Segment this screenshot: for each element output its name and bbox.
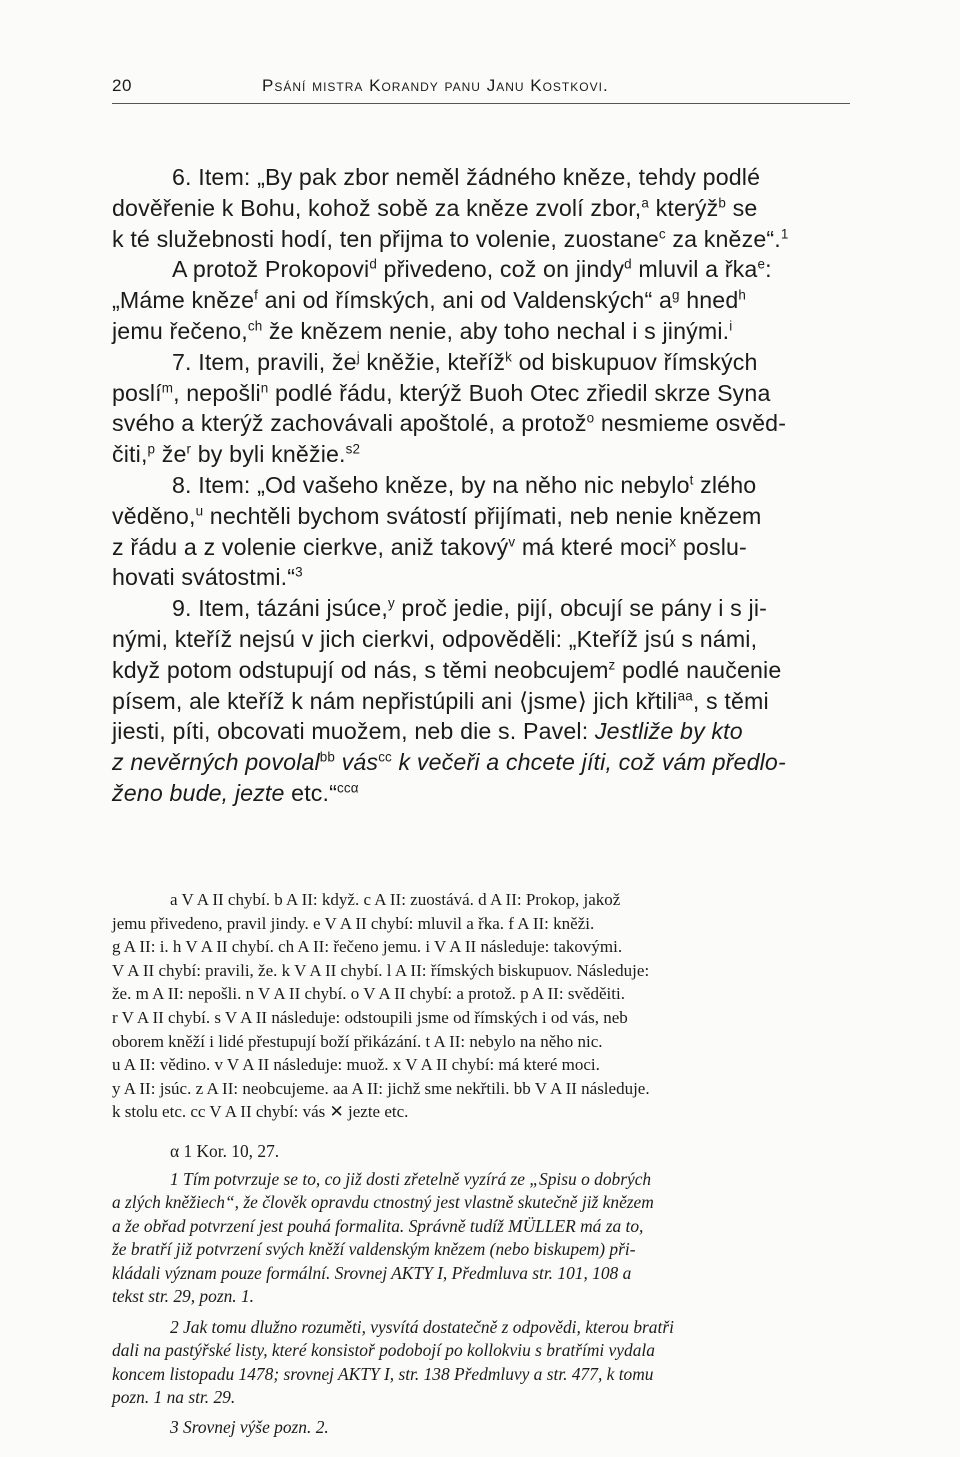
text-run: hned: [679, 287, 739, 314]
variant-mark: b: [718, 195, 726, 211]
text-line: [112, 624, 852, 655]
variant-mark: h: [738, 287, 747, 303]
text-run: nými, kteříž nejsú v jich cierkvi, odpověděli: „Kteříž jsú s námi,: [112, 625, 758, 652]
text-run: 8. Item: „Od vašeho kněze, by na něho nic nebylo: [172, 471, 690, 498]
text-line: [112, 193, 852, 224]
text-run: poslu-: [676, 533, 747, 560]
text-run: kněžie, kteříž: [359, 348, 506, 375]
text-run: zlého: [693, 471, 757, 498]
text-run: poslí: [112, 379, 162, 406]
text-run: přivedeno, což on jindy: [376, 256, 625, 283]
text-run: svého a kterýž zachovávali apoštolé, a protož: [112, 410, 587, 437]
variant-note-line: oborem kněží i lidé přestupují boží přikázání. t A II: nebylo na něho nic.: [112, 1031, 603, 1051]
variant-mark: bb: [319, 749, 336, 765]
text-line: [112, 254, 852, 285]
variant-mark: p: [147, 441, 156, 457]
footnote-2: [112, 1316, 852, 1410]
text-line: [112, 686, 852, 717]
variant-mark: t: [689, 472, 694, 488]
page-number: 20: [112, 76, 132, 95]
variant-mark: k: [505, 349, 513, 365]
footnote-line: 3 Srovnej výše pozn. 2.: [170, 1417, 329, 1437]
footnote-mark: 3: [295, 565, 303, 581]
footnote-line: a že obřad potvrzení jest pouhá formalita. Správně tudíž MÜLLER má za to,: [112, 1215, 644, 1236]
variant-mark: x: [669, 534, 677, 550]
text-run: že knězem nenie, aby toho nechal i s jinými.: [262, 317, 730, 344]
text-line: [112, 593, 852, 624]
variant-mark: i: [729, 318, 733, 334]
running-title: Psání mistra Korandy panu Janu Kostkovi.: [262, 76, 609, 95]
variant-mark: d: [369, 257, 377, 273]
quote-italic: z nevěrných povolal: [112, 749, 320, 776]
variant-note-line: g A II: i. h V A II chybí. ch A II: řečeno jemu. i V A II následuje: takovými.: [112, 937, 623, 957]
footnote-line: a zlých kněžiech“, že člověk opravdu ctnostný jest vlastně skutečně již knězem: [112, 1192, 654, 1213]
text-run: se: [725, 194, 758, 221]
text-line: [112, 378, 852, 409]
variant-mark: y: [387, 595, 395, 611]
variant-mark: f: [254, 287, 259, 303]
variant-note-line: r V A II chybí. s V A II následuje: odstoupili jsme od římských i od vás, neb: [112, 1007, 628, 1027]
variant-mark: ch: [247, 318, 263, 334]
text-run: 9. Item, tázáni jsúce,: [172, 595, 388, 622]
header-rule: [112, 103, 850, 104]
variant-notes: [112, 888, 852, 1124]
text-run: když potom odstupují od nás, s těmi neobcujem: [112, 656, 609, 683]
text-run: nechtěli bychom svátostí přijímati, neb nenie knězem: [203, 502, 762, 529]
paragraph-7: [112, 347, 852, 470]
text-line: [112, 347, 852, 378]
variant-mark: m: [161, 380, 174, 396]
quote-italic: k večeři a chcete jíti, což vám předlo-: [391, 749, 786, 776]
text-line: [112, 470, 852, 501]
text-run: k té služebnosti hodí, ten přijma to volenie, zuostane: [112, 225, 659, 252]
variant-mark: c: [658, 226, 666, 242]
footnote-alpha: [112, 1140, 852, 1163]
text-run: by byli kněžie.: [191, 441, 346, 468]
footnote-line: kládali význam pouze formální. Srovnej AKTY I, Předmluva str. 101, 108 a: [112, 1262, 632, 1283]
footnote-line: 1 Tím potvrzuje se to, co již dosti zřetelně vyzírá ze „Spisu o dobrých: [170, 1169, 652, 1189]
text-line: [112, 162, 852, 193]
text-run: od biskupuov římských: [512, 348, 758, 375]
variant-mark: aa: [677, 688, 693, 704]
text-run: že: [155, 441, 187, 468]
variant-note-line: V A II chybí: pravili, že. k V A II chybí. l A II: římských biskupuov. Následuje:: [112, 960, 650, 980]
variant-note-line: y A II: jsúc. z A II: neobcujeme. aa A II: jichž sme nekřtili. bb V A II následuje.: [112, 1078, 650, 1098]
variant-mark: n: [260, 380, 269, 396]
variant-note-line: že. m A II: nepošli. n V A II chybí. o V A II chybí: a protož. p A II: svěděiti.: [112, 984, 625, 1004]
footnote-mark: 1: [780, 226, 789, 242]
text-run: 7. Item, pravili, že: [172, 348, 357, 375]
text-run: A protož Prokopovi: [172, 256, 370, 283]
variant-mark: a: [641, 195, 650, 211]
footnote-line: tekst str. 29, pozn. 1.: [112, 1286, 255, 1307]
text-line: [112, 316, 852, 347]
variant-mark: v: [508, 534, 516, 550]
variant-mark: g: [672, 287, 680, 303]
text-line: [112, 285, 852, 316]
variant-mark: u: [195, 503, 204, 519]
text-line: [112, 716, 852, 747]
text-run: „Máme kněze: [112, 287, 255, 314]
text-line: [112, 778, 852, 809]
variant-mark: e: [757, 257, 766, 273]
text-line: [112, 655, 852, 686]
text-run: nesmieme osvěd-: [594, 410, 787, 437]
text-run: mluvil a řka: [631, 256, 758, 283]
text-run: 6. Item: „By pak zbor neměl žádného kněze, tehdy podlé: [172, 164, 761, 190]
paragraph-9: [112, 593, 852, 809]
variant-note-line: jemu přivedeno, pravil jindy. e V A II chybí: mluvil a řka. f A II: kněži.: [112, 913, 595, 933]
variant-mark: o: [586, 411, 595, 427]
footnote-line: dali na pastýřské listy, které konsistoř podobojí po kollokviu s bratřími vydala: [112, 1340, 655, 1361]
variant-mark: z: [608, 657, 616, 673]
text-line: [112, 562, 852, 593]
text-run: písem, ale kteříž k nám nepřistúpili ani ⟨jsme⟩ jich křtili: [112, 687, 678, 714]
text-run: podlé řádu, kterýž Buoh Otec zřiedil skrze Syna: [268, 379, 771, 406]
main-text: [112, 162, 852, 809]
variant-mark: r: [186, 441, 192, 457]
footnote-1: [112, 1168, 852, 1308]
footnote-3: [112, 1416, 852, 1439]
text-run: podlé naučenie: [615, 656, 782, 683]
paragraph-prokop: [112, 254, 852, 346]
footnote-line: že bratří již potvrzení svých kněží valdenským knězem (nebo biskupem) při-: [112, 1239, 636, 1260]
footnote-mark: s2: [345, 441, 361, 457]
variant-note-line: k stolu etc. cc V A II chybí: vás ✕ jezte etc.: [112, 1102, 409, 1122]
text-line: [112, 408, 852, 439]
text-run: etc.“: [284, 779, 338, 806]
variant-mark: j: [356, 349, 360, 365]
footnote-line: pozn. 1 na str. 29.: [112, 1387, 236, 1408]
text-run: věděno,: [112, 502, 196, 529]
variant-mark: d: [624, 257, 632, 273]
variant-note-line: a V A II chybí. b A II: když. c A II: zuostává. d A II: Prokop, jakož: [170, 890, 621, 909]
text-run: ani od římských, ani od Valdenských“ a: [258, 287, 672, 314]
text-run: :: [765, 256, 772, 283]
text-run: jiesti, píti, obcovati muožem, neb die s. Pavel:: [112, 718, 595, 745]
page-header: [112, 70, 852, 102]
paragraph-6: [112, 162, 852, 254]
text-line: [112, 501, 852, 532]
quote-italic: vás: [335, 749, 379, 776]
text-run: má které moci: [515, 533, 670, 560]
text-run: čiti,: [112, 441, 148, 468]
footnote-line: 2 Jak tomu dlužno rozuměti, vysvítá dostatečně z odpovědi, kterou bratři: [170, 1317, 674, 1337]
variant-mark: ccα: [337, 780, 359, 796]
text-run: za kněze“.: [665, 225, 781, 252]
variant-mark: cc: [378, 749, 392, 765]
footnote-line: koncem listopadu 1478; srovnej AKTY I, str. 138 Předmluvy a str. 477, k tomu: [112, 1363, 654, 1384]
quote-italic: ženo bude, jezte: [112, 779, 285, 806]
text-run: , s těmi: [692, 687, 769, 714]
text-run: z řádu a z volenie cierkve, aniž takový: [112, 533, 509, 560]
variant-note-line: u A II: vědino. v V A II následuje: muož. x V A II chybí: má které moci.: [112, 1055, 600, 1075]
quote-italic: Jestliže by kto: [594, 718, 743, 745]
text-run: jemu řečeno,: [112, 317, 248, 344]
text-run: kterýž: [649, 194, 719, 221]
text-run: proč jedie, pijí, obcují se pány i s ji-: [394, 595, 767, 622]
text-line: [112, 224, 852, 255]
text-line: [112, 747, 852, 778]
text-line: [112, 532, 852, 563]
text-run: , nepošli: [173, 379, 261, 406]
paragraph-8: [112, 470, 852, 593]
text-line: [112, 439, 852, 470]
text-run: hovati svátostmi.“: [112, 564, 296, 591]
text-run: dověřenie k Bohu, kohož sobě za kněze zvolí zbor,: [112, 194, 642, 221]
footnote-line: α 1 Kor. 10, 27.: [170, 1141, 280, 1161]
